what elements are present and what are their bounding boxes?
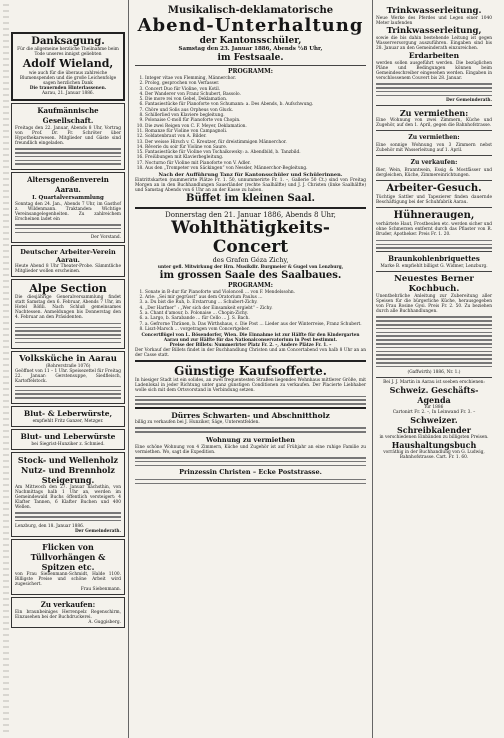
blut2-text: bei Siegrist-Hunziker z. Schmied. <box>31 442 105 448</box>
kauf-title: Günstige Kaufsofferte. <box>174 364 327 379</box>
trink-title2: Trinkwasserleitung, <box>386 26 482 36</box>
erd-text: werden sollen ausgeführt werden. Die bezüglichen Pläne und Bedingungen können beim Gemeindeschreiber eingesehen werden. Eingaben in verschlossenem Couvert bis 28. Januar. <box>376 61 492 81</box>
verkaufen-sign: A. Guggisberg. <box>88 619 121 625</box>
concert-unter: unter gefl. Mitwirkung der Hrn. Musikdir. Burgmeier & Gugel von Lenzburg, <box>157 264 344 270</box>
huhner-title: Hühneraugen, <box>393 210 475 222</box>
christen-text: Prinzessin Christen – Ecke Poststrasse. <box>179 468 322 477</box>
programm2-item: 7. a. Gefrorne Thränen, b. Das Wirthshaus, c. Die Post … Lieder aus der Winterreise, Franz Schubert. <box>145 322 366 327</box>
programm1-item: 15. Fantasiestücke für Violine von Tschaikowsky: a. Abendbild, b. Tanzbild. <box>145 150 366 155</box>
programm1-item: 18. Aus den „Trompeter von Säckingen“ von Nessler, Männerchor-Begleitung. <box>145 166 366 171</box>
programm1-item: 7. Chöre und Solis aus Orpheus von Gluck. <box>145 108 366 113</box>
schwarten-text: billig zu verkaufen bei J. Hunziker, Säge, Unterentfelden. <box>135 419 260 425</box>
programm2-list <box>145 290 366 332</box>
flugel-text: Concertflügel von L. Bösendorfer, Wien. Die Einnahme ist zur Hälfte für den Kindergarten Aarau und zur Hälfte für das Nationalconservatorium in Pest bestimmt. <box>141 333 360 344</box>
programm2-item: 5. a. Chant d'amour, b. Polonaise … Chopin-Zichy. <box>145 311 366 316</box>
programm1-item: 4. Der Wanderer von Franz Schubert, Bassolo. <box>145 92 366 97</box>
alters-sign: Der Vorstand. <box>90 235 121 241</box>
verkaufen-title: Zu verkaufen: <box>40 599 96 609</box>
programm2-item: 4. „Der Harfner“ : „Wer sich der Einsamkeit ergiebt“ – Zichy. <box>145 306 366 311</box>
verm1-text: Eine Wohnung von zwei Zimmern, Küche und Zugehör, auf den 1. April, gegen die Bahnhofstrasse. <box>376 118 492 129</box>
agenda-title: Schweiz. Geschäfts-Agenda <box>389 384 479 405</box>
programm1-title: PROGRAMM: <box>228 68 273 75</box>
koch-text: Unentbehrliche Anleitung zur Zubereitung aller Speisen für die bürgerliche Küche, herausgegeben von Frau Rosine Gysi. Preis Fr. 2. 50. Zu beziehen durch alle Buchhandlungen. <box>376 294 492 315</box>
wohnung-title: Wohnung zu vermiethen <box>206 435 295 444</box>
verm2-title: Zu vermiethen: <box>408 134 460 142</box>
holz-place: Lenzburg, den 18. Januar 1886. <box>15 523 85 529</box>
programm2-item: 1. Sonate in B-dur für Pianoforte und Violoncell … von F. Mendelssohn. <box>145 290 366 295</box>
flicken-notice <box>11 539 125 595</box>
arbeiter-verein-notice <box>11 245 125 277</box>
wohnung-text: Eine schöne Wohnung von 4 Zimmern, Küche und Zugehör ist auf Frühjahr an eine ruhige Familie zu vermiethen. Wo, sagt die Expedition. <box>135 444 366 455</box>
haus-text: vorräthig in der Buchhandlung von G. Ludwig, Bahnhofstrasse. Cart. Fr. 1. 60. <box>383 449 485 460</box>
verkaufen-text: Ein braunbeiniges Herrenpelz Regenschirm, Einzusehen bei der Buchdruckerei. <box>15 609 121 620</box>
schwarten-title: Dürres Schwarten- und Abschnittholz <box>171 410 330 420</box>
programm1-item: 17. Nocturno für Violine mit Pianoforte von V. Adler. <box>145 161 366 166</box>
programm2-item: 3. a. Du bist die Ruh, b. Erstarrung … Schubert-Zichy. <box>145 300 366 305</box>
trink-text2: sowie die bis dahin bestehende Leitung ist gegen Wasserversorgung auszuführen. Eingaben sind bis 28. Januar an den Gemeinderath einzureichen. <box>376 36 492 51</box>
flicken-sign: Frau Siebenmann. <box>80 586 121 592</box>
left-column <box>8 30 128 630</box>
programm1-item: 14. Rêverie du soir für Violine von Saure. <box>145 145 366 150</box>
eintritt-text: Eintrittskarten (nummerirte Plätze Fr. 1. 50, unnummerirte Fr. 1. –, Gallerie 50 Ct.) sind von Freitag Morgen an in den Buchhandlungen Sauerländer (rechte Saalhälfte) und J. J. Christen (linke Saalhälfte) und Samstag Abends von 6 Uhr an an der Kasse zu haben. <box>135 178 366 194</box>
volks-notice <box>11 351 125 404</box>
agenda-year: für 1886 <box>424 404 444 410</box>
programm2-title: PROGRAMM: <box>228 281 273 289</box>
unterhaltung-place: im Festsaale. <box>217 53 284 63</box>
blut1-title: Blut- & Leberwürste, <box>23 409 113 419</box>
trink-text: Neue Werke des Pferdes und Legen einer 1040 Meter laufenden <box>376 16 492 26</box>
danksagung-place: Aarau, 21. Januar 1886. <box>41 91 95 96</box>
arbeiter-verein-title: Deutscher Arbeiter-Verein Aarau. <box>20 248 116 265</box>
programm1-item: 16. Freiübungen mit Klavierbegleitung. <box>145 155 366 160</box>
erd-sign: Der Gemeinderath. <box>445 98 492 104</box>
agenda-text: Cartonirt Fr. 2. –, In Leinwand Fr. 3. – <box>392 409 476 415</box>
buffet-text: Büffet im kleinen Saal. <box>186 193 315 205</box>
programm1-item: 5. Die more rei von Gebel, Deklamation. <box>145 97 366 102</box>
concert-graf: des Grafen Géza Zichy, <box>212 256 289 265</box>
alters-title: Altersgenoßenverein Aarau. <box>27 175 109 195</box>
schreib-title: Schweizer. Schreibkalender <box>397 414 471 435</box>
programm1-item: 6. Fantasiestücke für Pianoforte von Schumann: a. Des Abends, b. Aufschwung. <box>145 102 366 107</box>
programm1-item: 10. Die zwei Reigen von C. F. Meyer, Deklamation. <box>145 124 366 129</box>
schwarten-notice <box>135 411 366 486</box>
kaufmann-notice <box>11 103 125 170</box>
alters-text: Sonntag den 24. Jan., Abends 7 Uhr, im Gasthof z. Wildenmann. Traktanden: Wichtige Vereinsangelegenheiten. Zu zahlreichem Erscheinen ladet ein <box>15 201 121 222</box>
verm1-title: Zu vermiethen: <box>399 108 469 119</box>
danksagung-title: Danksagung. <box>31 36 105 47</box>
holz-sign: Der Gemeinderath. <box>74 528 121 534</box>
programm1-item: 2. Prolog, gesprochen von Verfasser. <box>145 81 366 86</box>
programm2-item: 6. a. Largo, b. Sarabande … für Cello … J. S. Bach. <box>145 316 366 321</box>
danksagung-notice <box>11 32 125 101</box>
alters-notice <box>11 172 125 243</box>
unterhaltung-date: Samstag den 23. Januar 1886, Abends ½8 Uhr, <box>178 46 323 52</box>
programm1-item: 8. Schillerlied von Klaviere begleitung. <box>145 113 366 118</box>
kauf-text: In hiesiger Stadt ist ein solides, an zwei frequentesten Straßen liegendes Wohnhaus mittlerer Größe, mit Ladenlokal in jeder Richtung unter ganz günstigen Conditionen zu verkaufen. Der Placierte Liebhaber wolle sich mit dem Ortsvorstand in Verbindung setzen. <box>135 378 366 394</box>
trink-title: Trinkwasserleitung. <box>386 6 482 16</box>
programm2-item: 8. Liszt-Marsch … vorgetragen vom Concertgeber. <box>145 327 366 332</box>
kaufmann-text: Freitags den 22. Januar, Abends 8 Uhr, Vortrag von Prof. Dr. Fr. Schröter über Hypothekarwesen. Mitglieder und Gäste sind freundlich eingeladen. <box>15 126 121 146</box>
blut2-title: Blut- und Leberwürste <box>20 432 116 442</box>
holz-title3: Steigerung. <box>41 475 95 486</box>
unterhaltung-sub: der Kantonsschüler, <box>199 36 302 46</box>
holz-text: Am Mittwoch den 27. Januar nächsthin, von Nachmittags halb 1 Uhr an, werden im Gemeindewald Buchs öffentlich versteigert: 4 Klafter Tannen, 6 Klafter Buchen und 400 Wellen. <box>15 485 121 511</box>
danksagung-text: Für die allgemeine herzliche Theilnahme beim Tode unseres innigst geliebten <box>17 47 119 57</box>
bier-text: Bier, Wein, Branntwein, Essig & Mostfässer und dergleichen, Küche, Zimmereinrichtungen. <box>376 168 492 179</box>
tanz-text: Nach der Aufführung Tanz für Kantonsschüler und Schülerinnen. <box>158 172 343 179</box>
verkauf-text: Der Vorkauf der Billets findet in der Buchhandlung Christen und am Concertabend von halb 8 Uhr an an der Casse statt. <box>135 348 366 359</box>
blut1-notice <box>11 406 125 427</box>
schreib-text: in verschiedenen Einbänden zu billigsten Preisen. <box>379 434 489 440</box>
huhner-text: verhärtete Haut, Frostbeulen etc. werden sicher und ohne Schmerzen entfernt durch das Pflaster von R. Bruder, Apotheker. Preis Fr. 1. 20. <box>376 222 492 238</box>
programm1-item: 12. Soldatenbraut von A. Bilder. <box>145 134 366 139</box>
concert-date: Donnerstag den 21. Januar 1886, Abends 8 Uhr, <box>165 211 336 220</box>
volks-title: Volksküche in Aarau <box>19 353 117 364</box>
preise-text: Preise der Billets: Nummerirter Platz Fr. 2. –, Andere Plätze Fr. 1. – <box>169 343 332 349</box>
martin-text: Bei J. J. Martin in Aarau ist soeben erschienen: <box>383 379 485 385</box>
arbeiter-title: Arbeiter-Gesuch. <box>386 183 482 195</box>
programm2-item: 2. Arie: „Sei mir gegrüsst“ aus dem Oratorium Paulus … <box>145 295 366 300</box>
programm1-item: 1. Integer vitae von Flemming, Männerchor. <box>145 76 366 81</box>
koch-sign: (Gaffwirth) 1886, Nr. 1.) <box>407 369 461 375</box>
programm1-item: 11. Romanze für Violine von Campagnoli. <box>145 129 366 134</box>
holz-title2: Nutz- und Brennholz <box>21 465 115 476</box>
right-column <box>373 0 495 460</box>
danksagung-text2: wie auch für die überaus zahlreiche Blumenspenden und die große Leichenfolge sagen herzlichen Dank <box>19 71 117 86</box>
unterhaltung-main: Abend-Unterhaltung <box>137 15 364 36</box>
programm1-list <box>145 76 366 171</box>
alpen-text: Die diesjährige Generalversammlung findet statt Samstag den 6. Februar, Abends 7 Uhr, im Hotel Rößli. Nach Schluß gemeinsames Nachtessen. Anmeldungen bis Donnerstag den 4. Februar an den Präsidenten. <box>15 295 121 321</box>
volks-text: Geöffnet von 11 – 1 Uhr. Speisezettel für Freitag 22. Januar: Gerstensuppe, Siedfleisch, Kartoffelstock. <box>15 368 121 384</box>
koch-title: Neuestes Berner Kochbuch. <box>394 274 474 295</box>
braunkohl-text: Marke B. empfiehlt billigst G. Widmer, Lenzburg. <box>380 264 488 270</box>
unterhaltung-top: Musikalisch-deklamatorische <box>167 5 334 16</box>
flicken-title: Flicken von Tüllvorhängen & Spitzen etc. <box>30 541 106 572</box>
erd-title: Erdarbeiten <box>408 51 460 60</box>
concert-title: Wohlthätigkeits-Concert <box>171 218 330 258</box>
concert-saal: im grossen Saale des Saalbaues. <box>159 269 342 281</box>
flicken-text: von Frau Siebenmann-Schmidt, Halde 1100. Billigste Preise und schöne Arbeit wird zugesichert. <box>15 571 121 587</box>
verkaufen-notice <box>11 597 125 628</box>
programm1-item: 9. Polonaise C-moll für Pianoforte von Chopin. <box>145 118 366 123</box>
programm1-item: 3. Concert Duo für Violine, von Kotil. <box>145 87 366 92</box>
volks-sub: (Rohrerstraße 1076) <box>45 363 91 369</box>
kaufmann-title: Kaufmännische Gesellschaft. <box>37 106 99 125</box>
holz-title1: Stock- und Wellenholz <box>17 455 119 466</box>
danksagung-sign: Die trauernden Hinterlassenen. <box>29 86 107 91</box>
arbeiter-verein-text: Heute Abend 8 Uhr Theater-Probe. Sämmtliche Mitglieder wollen erscheinen. <box>15 264 121 275</box>
verm2-text: Eine sonnige Wohnung von 3 Zimmern nebst Zubehör mit Wasserleitung auf 1. April. <box>376 143 492 154</box>
braunkohl-title: Braunkohlenbriquettes <box>388 254 480 264</box>
blut2-notice <box>11 429 125 450</box>
arbeiter-text: Tüchtige Sattler und Tapezierer finden dauernde Beschäftigung bei der Schuhfabrik Aarau. <box>376 195 492 206</box>
danksagung-name: Adolf Wieland, <box>22 57 114 70</box>
alpen-title: Alpe Section <box>29 282 107 296</box>
programm1-item: 13. Der weisse Hirsch v. C. Kreutzer, für dreistimmigen Männerchor. <box>145 140 366 145</box>
haus-title: Haushaltungsbuch <box>391 439 477 450</box>
alters-quartal: I. Quartalversammlung <box>32 195 104 202</box>
holz-notice <box>11 452 125 537</box>
blut1-text: empfiehlt Fritz Ganzer, Metzger. <box>32 419 104 425</box>
alpen-notice <box>11 279 125 348</box>
center-column <box>128 0 373 738</box>
bier-title: Zu verkaufen: <box>410 159 458 167</box>
